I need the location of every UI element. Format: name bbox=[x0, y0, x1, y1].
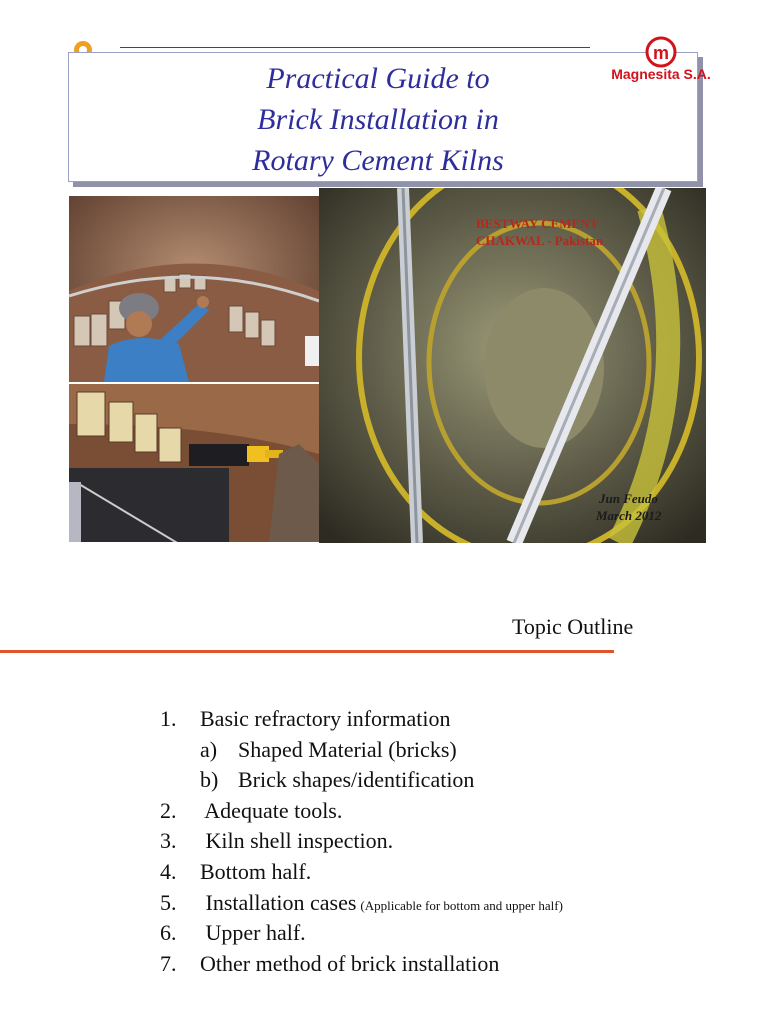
site-name: BESTWAY CEMENT bbox=[476, 216, 599, 231]
list-item bbox=[160, 951, 720, 982]
header-rule bbox=[120, 47, 590, 48]
list-item bbox=[160, 828, 720, 859]
site-caption bbox=[476, 215, 603, 249]
item-number: b) bbox=[200, 767, 219, 793]
author-block bbox=[596, 490, 661, 524]
item-number: 7. bbox=[160, 950, 177, 976]
author-date: March 2012 bbox=[596, 508, 662, 523]
item-text: Shaped Material (bricks) bbox=[238, 736, 457, 762]
outline-rule bbox=[0, 650, 614, 653]
item-text: Brick shapes/identification bbox=[238, 767, 475, 793]
list-item bbox=[160, 706, 720, 737]
brand-logo-icon bbox=[586, 34, 736, 94]
brand-initial: m bbox=[652, 43, 670, 63]
list-item bbox=[160, 920, 720, 951]
item-number: 2. bbox=[160, 797, 177, 823]
item-text: Basic refractory information bbox=[200, 706, 451, 731]
item-text: Installation cases bbox=[200, 889, 357, 915]
item-number: 6. bbox=[160, 920, 177, 946]
item-number: 5. bbox=[160, 889, 177, 915]
list-item bbox=[160, 859, 720, 890]
list-item bbox=[160, 890, 720, 921]
item-text: Bottom half. bbox=[200, 858, 312, 884]
item-note: (Applicable for bottom and upper half) bbox=[360, 897, 563, 913]
item-text: Kiln shell inspection. bbox=[200, 828, 394, 854]
item-number: 4. bbox=[160, 858, 177, 884]
item-text: Upper half. bbox=[200, 920, 306, 946]
item-number: a) bbox=[200, 736, 218, 762]
item-text: Adequate tools. bbox=[200, 797, 343, 823]
author-name: Jun Feudo bbox=[599, 491, 658, 506]
site-location: CHAKWAL - Pakistan bbox=[476, 233, 604, 248]
topic-list bbox=[160, 706, 720, 981]
outline-title: Topic Outline bbox=[512, 614, 634, 639]
list-subitem bbox=[160, 737, 720, 768]
title-line-3: Rotary Cement Kilns bbox=[252, 144, 504, 177]
item-number: 1. bbox=[160, 706, 177, 731]
list-item bbox=[160, 798, 720, 829]
list-subitem bbox=[160, 767, 720, 798]
brand-name: Magnesita S.A. bbox=[611, 66, 711, 82]
item-text: Other method of brick installation bbox=[200, 950, 500, 976]
item-number: 3. bbox=[160, 828, 177, 854]
title-line-2: Brick Installation in bbox=[257, 103, 499, 136]
photo-worker-laying-bricks bbox=[69, 196, 319, 382]
title-line-1: Practical Guide to bbox=[266, 62, 490, 95]
photo-brick-installation-machine bbox=[69, 384, 319, 542]
